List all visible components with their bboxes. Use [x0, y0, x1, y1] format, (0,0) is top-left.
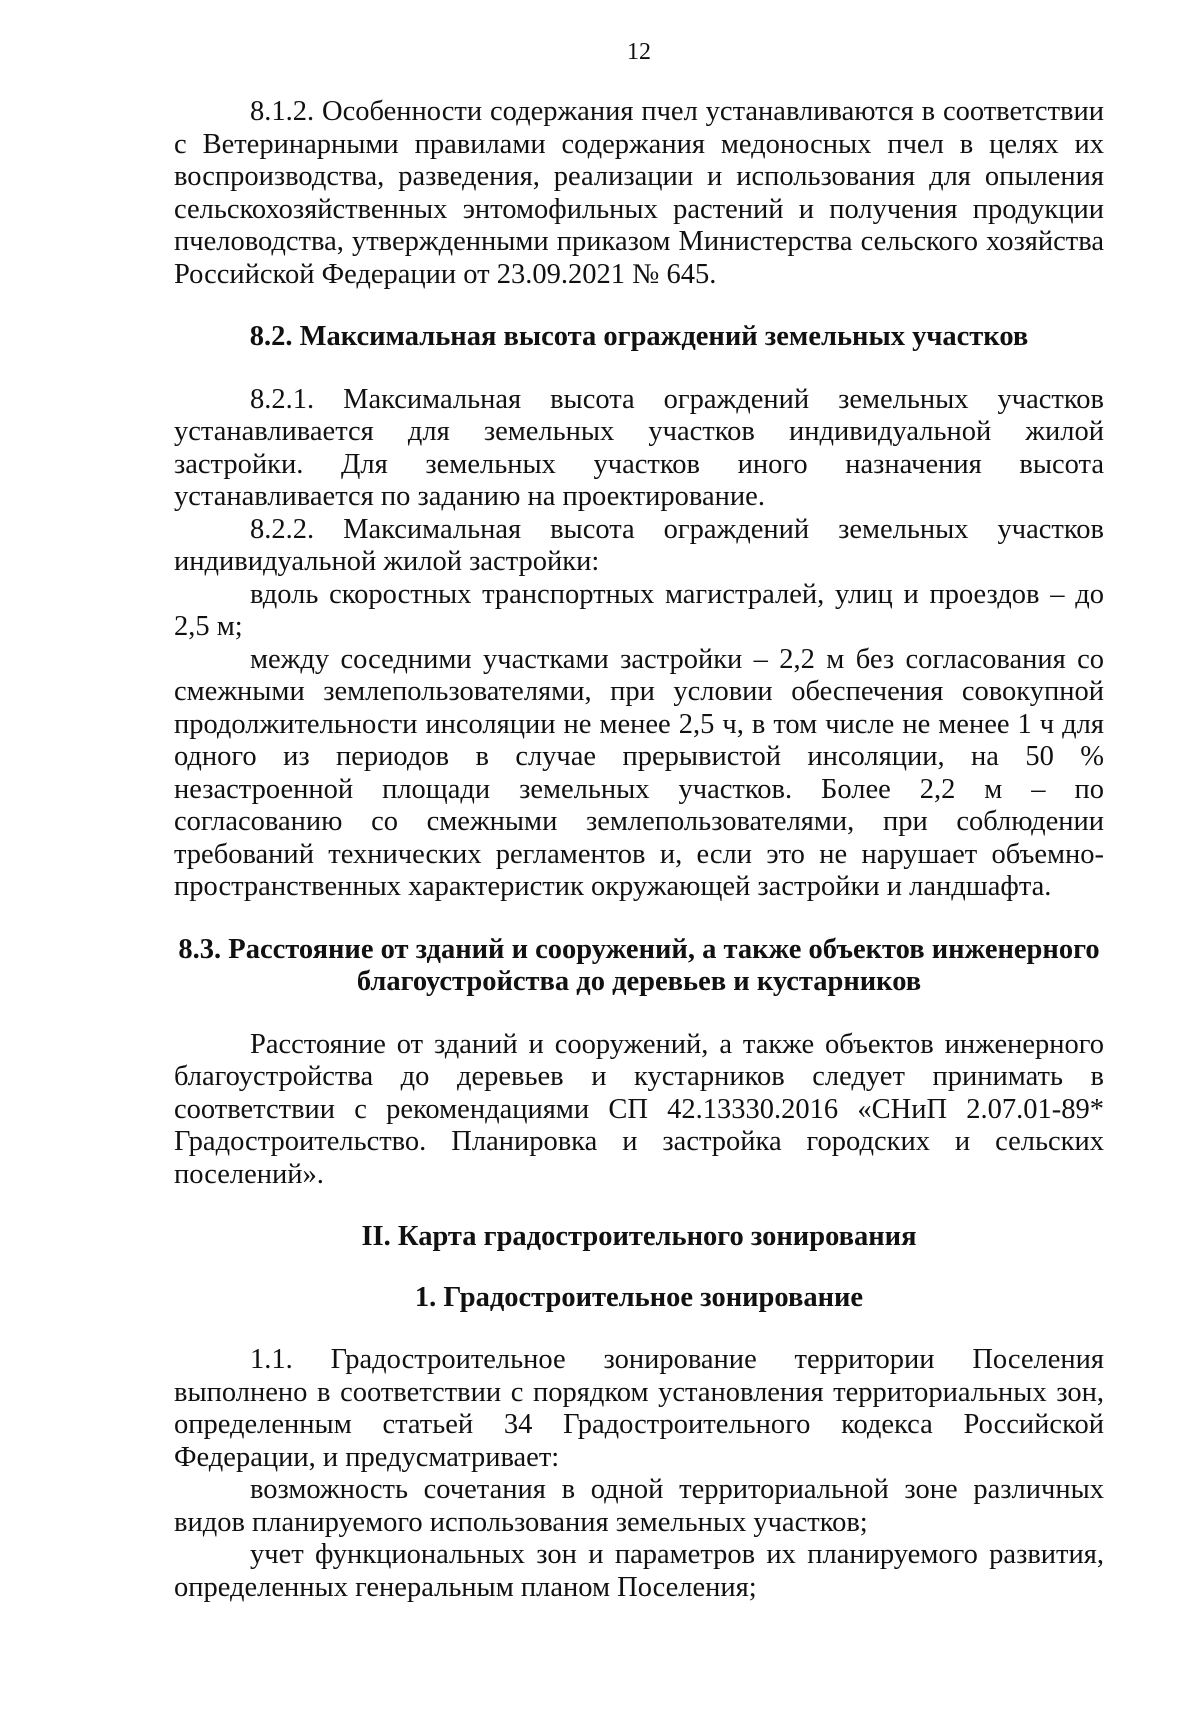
paragraph-8-2-2-a: вдоль скоростных транспортных магистралей, улиц и проездов – до 2,5 м; [174, 578, 1104, 642]
document-page [174, 38, 1104, 1604]
paragraph-8-1-2: 8.1.2. Особенности содержания пчел устанавливаются в соответствии с Ветеринарными правилами содержания медоносных пчел в целях их воспроизводства, разведения, реализации и использования для опыления сельскохозяйственных энтомофильных растений и получения продукции пчеловодства, утвержденными приказом Министерства сельского хозяйства Российской Федерации от 23.09.2021 № 645. [174, 96, 1104, 290]
paragraph-8-2-2: 8.2.2. Максимальная высота ограждений земельных участков индивидуальной жилой застройки: [174, 513, 1104, 577]
paragraph-8-2-1: 8.2.1. Максимальная высота ограждений земельных участков устанавливается для земельных участков индивидуальной жилой застройки. Для земельных участков иного назначения высота устанавливается по заданию на проектирование. [174, 383, 1104, 512]
heading-8-2: 8.2. Максимальная высота ограждений земельных участков [249, 321, 1029, 352]
paragraph-8-3: Расстояние от зданий и сооружений, а также объектов инженерного благоустройства до деревьев и кустарников следует принимать в соответствии с рекомендациями СП 42.13330.2016 «СНиП 2.07.01-89* Градостроительство. Планировка и застройка городских и сельских поселений». [174, 1028, 1104, 1190]
heading-part-2: II. Карта градостроительного зонирования [361, 1221, 917, 1252]
page-number: 12 [627, 39, 651, 65]
heading-1: 1. Градостроительное зонирование [414, 1281, 864, 1313]
paragraph-8-2-2-b: между соседними участками застройки – 2,2 м без согласования со смежными землепользователями, при условии обеспечения совокупной продолжительности инсоляции не менее 2,5 ч, в том числе не менее 1 ч для одного из периодов в случае прерывистой инсоляции, на 50 % незастроенной площади земельных участков. Более 2,2 м – по согласованию со смежными землепользователями, при соблюдении требований технических регламентов и, если это не нарушает объемно-пространственных характеристик окружающей застройки и ландшафта. [174, 643, 1104, 902]
paragraph-1-1-a: возможность сочетания в одной территориальной зоне различных видов планируемого использования земельных участков; [174, 1474, 1104, 1538]
heading-8-3: 8.3. Расстояние от зданий и сооружений, а также объектов инженерного благоустройства до деревьев и кустарников [178, 933, 1100, 997]
paragraph-1-1: 1.1. Градостроительное зонирование территории Поселения выполнено в соответствии с порядком установления территориальных зон, определенным статьей 34 Градостроительного кодекса Российской Федерации, и предусматривает: [174, 1344, 1104, 1473]
paragraph-1-1-b: учет функциональных зон и параметров их планируемого развития, определенных генеральным планом Поселения; [174, 1539, 1104, 1603]
